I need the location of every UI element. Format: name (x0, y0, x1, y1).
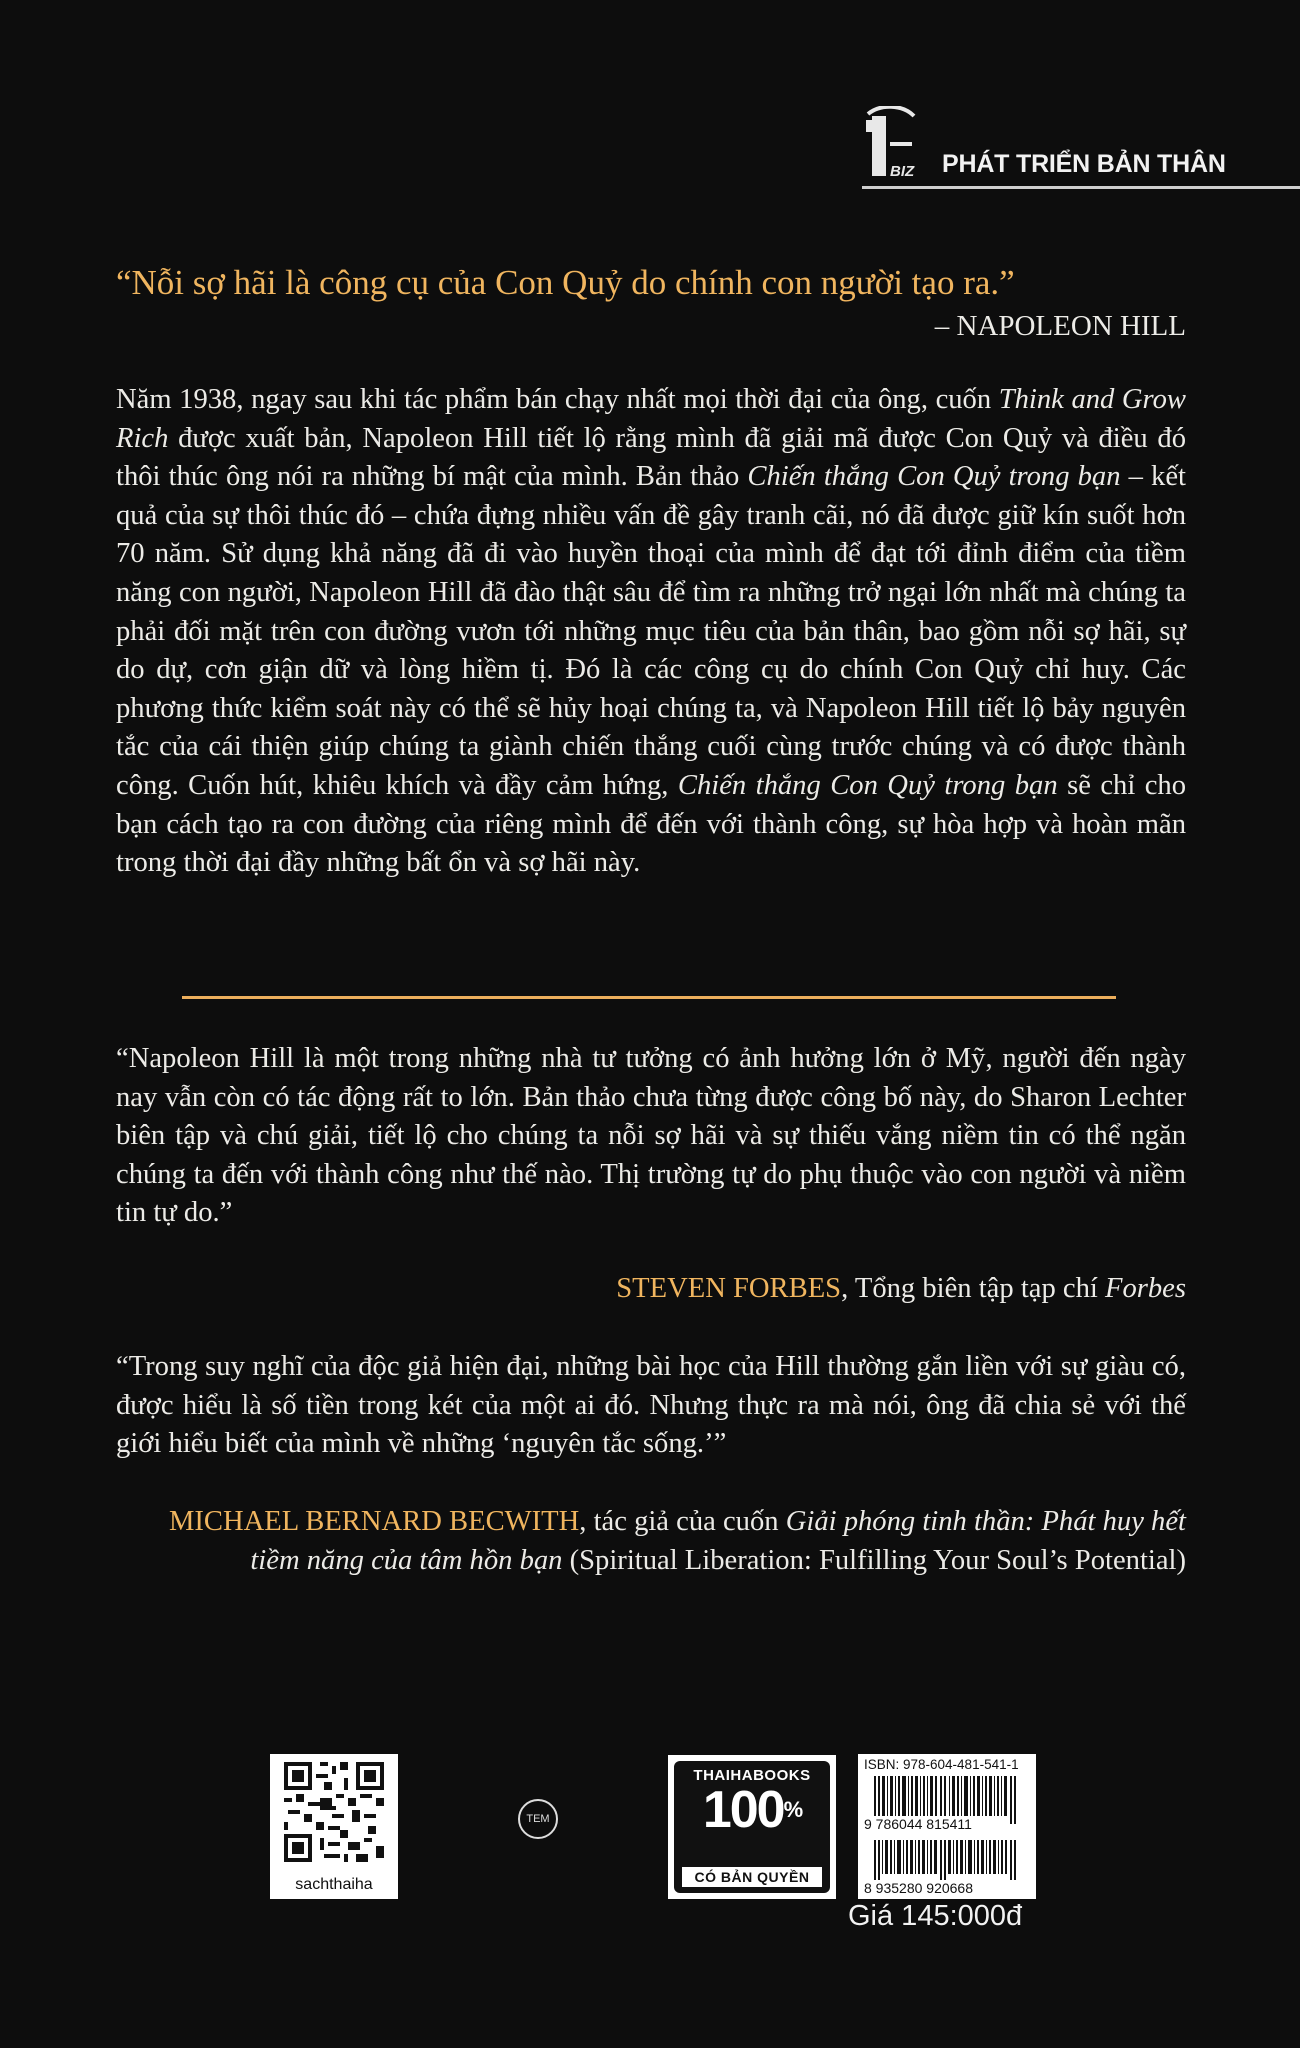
category-label: PHÁT TRIỂN BẢN THÂN (942, 150, 1226, 178)
book-description (116, 381, 1186, 883)
seal-copyright-label: CÓ BẢN QUYỀN (682, 1867, 822, 1887)
section-divider (182, 996, 1116, 999)
book-title: Chiến thắng Con Quỷ trong bạn (747, 461, 1121, 493)
epigraph-quote: “Nỗi sợ hãi là công cụ của Con Quỷ do chính con người tạo ra.” (116, 263, 1015, 302)
review-quote: “Trong suy nghĩ của độc giả hiện đại, những bài học của Hill thường gắn liền với sự giàu có, được hiểu là số tiền trong két của một ai đó. Nhưng thực ra mà nói, ông đã chia sẻ với thế giới hiểu biết của mình về những ‘nguyên tắc sống.’” (116, 1351, 1186, 1460)
epigraph (116, 258, 1186, 348)
reviewer-name: MICHAEL BERNARD BECWITH (168, 1506, 580, 1537)
description-paragraph: Năm 1938, ngay sau khi tác phẩm bán chạy nhất mọi thời đại của ông, cuốn Think and Grow Rich được xuất bản, Napoleon Hill tiết lộ rằng mình đã giải mã được Con Quỷ và điều đó thôi thúc ông nói ra những bí mật của mình. Bản thảo Chiến thắng Con Quỷ trong bạn – kết quả của sự thôi thúc đó – chứa đựng nhiều vấn đề gây tranh cãi, nó đã được giữ kín suốt hơn 70 năm. Sử dụng khả năng đã đi vào huyền thoại của mình để đạt tới đỉnh điểm của tiềm năng con người, Napoleon Hill đã đào thật sâu để tìm ra những trở ngại lớn nhất mà chúng ta phải đối mặt trên con đường vươn tới những mục tiêu của bản thân, bao gồm nỗi sợ hãi, sự do dự, cơn giận dữ và lòng hiềm tị. Đó là các công cụ do chính Con Quỷ chỉ huy. Các phương thức kiểm soát này có thể sẽ hủy hoại chúng ta, và Napoleon Hill tiết lộ bảy nguyên tắc của cái thiện giúp chúng ta giành chiến thắng cuối cùng trước chúng và có được thành công. Cuốn hút, khiêu khích và đầy cảm hứng, Chiến thắng Con Quỷ trong bạn sẽ chỉ cho bạn cách tạo ra con đường của riêng mình để đến với thành công, sự hòa hợp và hoàn mãn trong thời đại đầy những bất ổn và sợ hãi này. (116, 384, 1186, 879)
review-attribution: STEVEN FORBES, Tổng biên tập tạp chí Forbes (616, 1273, 1186, 1304)
publisher-brand (862, 100, 1300, 190)
reviewer-name: STEVEN FORBES (616, 1273, 842, 1304)
barcode-digits: 8 935280 920668 (864, 1880, 973, 1896)
review-quote: “Napoleon Hill là một trong những nhà tư tưởng có ảnh hưởng lớn ở Mỹ, người đến ngày nay vẫn còn có tác động rất to lớn. Bản thảo chưa từng được công bố này, do Sharon Lechter biên tập và chú giải, tiết lộ cho chúng ta nỗi sợ hãi và sự thiếu vắng niềm tin có thể ngăn chúng ta đến với thành công như thế nào. Thị trường tự do phụ thuộc vào con người và niềm tin tự do.” (116, 1043, 1186, 1229)
seal-brand: THAIHABOOKS (693, 1767, 811, 1784)
review-forbes (116, 1040, 1186, 1233)
brand-logo-text: BIZ (890, 163, 915, 180)
qr-label: sachthaiha (295, 1876, 373, 1893)
review-becwith (116, 1348, 1186, 1464)
qr-code[interactable] (270, 1754, 398, 1899)
qr-code-icon (284, 1762, 384, 1862)
seal-percent: 100% (702, 1781, 802, 1839)
price-label: Giá 145:000đ (848, 1900, 1023, 1932)
isbn-barcode (858, 1754, 1036, 1899)
book-title: Chiến thắng Con Quỷ trong bạn (677, 769, 1058, 801)
review-attribution: MICHAEL BERNARD BECWITH, tác giả của cuốn Giải phóng tinh thần: Phát huy hết tiềm năng của tâm hồn bạn (Spiritual Liberation: Fulfilling Your Soul’s Potential) (168, 1506, 1186, 1576)
book-title-think-and-grow-rich: Think and Grow Rich (116, 384, 1186, 454)
authenticity-stamp: TEM (518, 1799, 558, 1839)
barcode-icon (874, 1840, 1024, 1880)
epigraph-author: – NAPOLEON HILL (934, 310, 1186, 342)
isbn-number: ISBN: 978-604-481-541-1 (864, 1757, 1019, 1772)
barcode-digits: 9 786044 815411 (864, 1816, 972, 1832)
header-rule (862, 186, 1300, 189)
copyright-seal (668, 1755, 836, 1899)
1biz-logo-icon (862, 106, 920, 182)
